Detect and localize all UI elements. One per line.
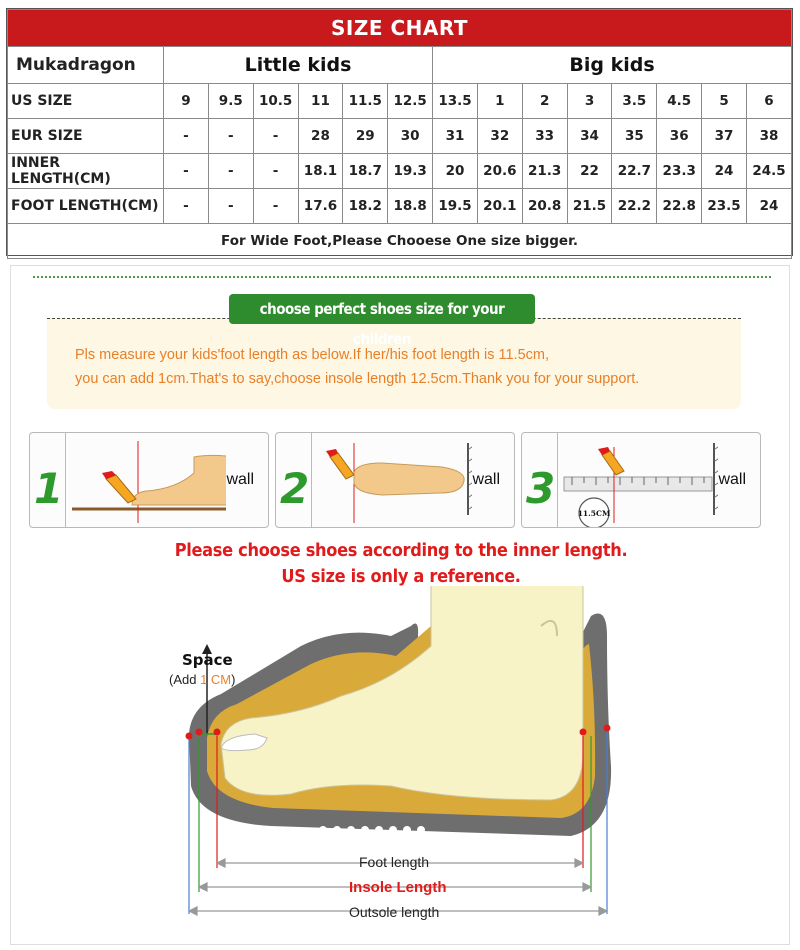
size-cell: 36 [657,119,702,154]
space-sub-prefix: (Add [169,672,201,687]
row-label: US SIZE [8,84,164,119]
size-cell: 22.8 [657,189,702,224]
step-number: 3 [526,464,556,513]
chart-title: SIZE CHART [8,10,792,47]
ruler-reading: 11.5CM [577,509,611,518]
size-cell: 13.5 [433,84,478,119]
insole-tip-dot [196,729,203,736]
size-cell: 18.2 [343,189,388,224]
size-cell: 5 [702,84,747,119]
size-cell: 31 [433,119,478,154]
group-little-kids: Little kids [164,47,433,84]
size-cell: 21.5 [567,189,612,224]
step-number-cell [276,433,312,527]
size-cell: 38 [746,119,791,154]
wall-label: wall [226,471,254,488]
step-1-card [29,432,269,528]
size-cell: - [164,119,209,154]
row-label: FOOT LENGTH(CM) [8,189,164,224]
size-cell: - [208,154,253,189]
outsole-length-label: Outsole length [349,904,440,920]
size-cell: 18.7 [343,154,388,189]
toe-tip-dot [214,729,221,736]
size-cell: 20.6 [477,154,522,189]
size-cell: 24 [702,154,747,189]
step-3-card [521,432,761,528]
step-1-illustration [66,433,226,528]
measure-note-line-2: you can add 1cm.That's to say,choose insole length 12.5cm.Thank you for your support. [75,371,640,387]
size-cell: 19.5 [433,189,478,224]
size-cell: 12.5 [388,84,433,119]
step-3-illustration [558,433,718,528]
size-cell: 32 [477,119,522,154]
group-big-kids: Big kids [433,47,792,84]
size-cell: 29 [343,119,388,154]
space-sub-label [169,672,235,687]
size-cell: 28 [298,119,343,154]
size-cell: 22.7 [612,154,657,189]
size-cell: 9 [164,84,209,119]
size-cell: 9.5 [208,84,253,119]
outsole-tip-dot [186,733,193,740]
size-cell: 19.3 [388,154,433,189]
size-cell: 35 [612,119,657,154]
size-cell: 10.5 [253,84,298,119]
size-cell: 33 [522,119,567,154]
inner-length-warning: Please choose shoes according to the inner length. [174,540,628,561]
size-row [8,84,792,119]
foot-length-label: Foot length [359,854,430,870]
size-cell: 2 [522,84,567,119]
size-cell: 23.3 [657,154,702,189]
space-sub-value: 1 CM [200,672,232,687]
size-cell: 1 [477,84,522,119]
size-cell: 3.5 [612,84,657,119]
size-chart-table [7,9,792,259]
size-cell: 18.1 [298,154,343,189]
insole-length-label: Insole Length [349,879,447,896]
size-cell: - [208,119,253,154]
size-cell: 3 [567,84,612,119]
wall-label: wall [718,471,746,488]
size-cell: 6 [746,84,791,119]
wide-foot-note: For Wide Foot,Please Chooese One size bigger. [8,224,792,259]
size-cell: 17.6 [298,189,343,224]
dotted-divider [33,276,771,278]
size-cell: 23.5 [702,189,747,224]
wall-label: wall [472,471,500,488]
measure-guide [10,265,790,945]
size-cell: - [253,119,298,154]
size-cell: 20 [433,154,478,189]
size-cell: 21.3 [522,154,567,189]
size-cell: - [253,189,298,224]
size-cell: 30 [388,119,433,154]
size-cell: 22 [567,154,612,189]
step-2-card [275,432,515,528]
step-number-cell [522,433,558,527]
size-cell: 20.8 [522,189,567,224]
size-cell: 4.5 [657,84,702,119]
size-row [8,154,792,189]
size-row [8,119,792,154]
size-cell: 20.1 [477,189,522,224]
step-number: 1 [34,464,64,513]
size-cell: 18.8 [388,189,433,224]
row-label: INNER LENGTH(CM) [8,154,164,189]
space-label: Space [182,651,233,669]
measure-note-line-1: Pls measure your kids'foot length as below.If her/his foot length is 11.5cm, [75,347,549,363]
heel-dot [580,729,587,736]
row-label: EUR SIZE [8,119,164,154]
size-cell: 37 [702,119,747,154]
step-number-cell [30,433,66,527]
size-cell: 24 [746,189,791,224]
ruler [564,477,712,491]
size-chart [6,8,793,256]
size-cell: 22.2 [612,189,657,224]
size-cell: 34 [567,119,612,154]
brand-name: Mukadragon [8,47,164,84]
size-cell: 11 [298,84,343,119]
size-cell: 24.5 [746,154,791,189]
size-rows [8,84,792,224]
outsole-heel-dot [604,725,611,732]
size-cell: - [164,154,209,189]
size-cell: 11.5 [343,84,388,119]
step-2-illustration [312,433,472,528]
size-row [8,189,792,224]
guide-banner: choose perfect shoes size for your children [229,294,535,324]
space-sub-suffix: ) [231,672,236,687]
size-cell: - [208,189,253,224]
size-cell: - [164,189,209,224]
step-number: 2 [280,464,310,513]
size-cell: - [253,154,298,189]
us-size-reference-note: US size is only a reference. [281,566,521,587]
